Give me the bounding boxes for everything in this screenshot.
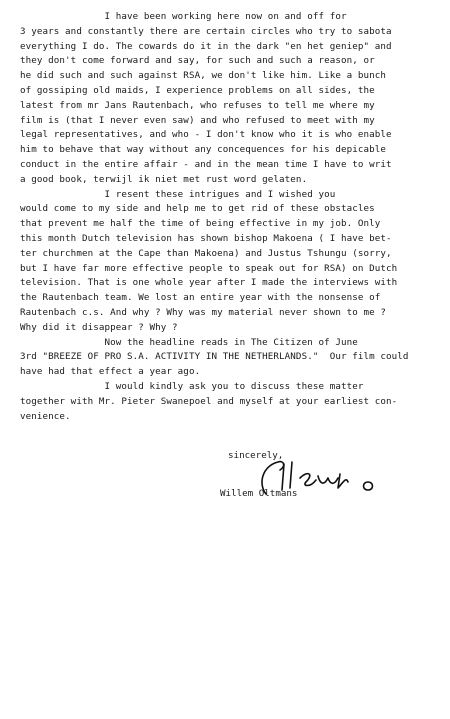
letter-line: have had that effect a year ago. — [20, 366, 201, 378]
letter-line: ter churchmen at the Cape than Makoena) and Justus Tshungu (sorry, — [20, 247, 392, 259]
letter-line: I would kindly ask you to discuss these matter — [20, 380, 364, 392]
letter-line: I resent these intrigues and I wished you — [20, 188, 336, 200]
letter-line: Now the headline reads in The Citizen of June — [20, 336, 358, 348]
letter-line: that prevent me half the time of being effective in my job. Only — [20, 218, 381, 230]
letter-line: I have been working here now on and off for — [20, 11, 347, 22]
letter-line: everything I do. The cowards do it in the dark "en het geniep" and — [20, 40, 392, 52]
letter-line: but I have far more effective people to speak out for RSA) on Dutch — [20, 262, 398, 274]
letter-line: he did such and such against RSA, we don't like him. Like a bunch — [20, 70, 387, 82]
letter-line: Why did it disappear ? Why ? — [20, 321, 178, 333]
letter-line: the Rautenbach team. We lost an entire year with the nonsense of — [20, 292, 381, 304]
letter-line: venience. — [20, 410, 71, 422]
letter-line: of gossiping old maids, I experience problems on all sides, the — [20, 84, 375, 96]
letter-line: together with Mr. Pieter Swanepoel and myself at your earliest con- — [20, 395, 398, 407]
letter-line: him to behave that way without any concequences for his depicable — [20, 144, 387, 156]
letter-line: would come to my side and help me to get rid of these obstacles — [20, 203, 375, 215]
letter-line: legal representatives, and who - I don't know who it is who enable — [20, 129, 392, 141]
letter-line: film is (that I never even saw) and who refused to meet with my — [20, 114, 375, 126]
letter-line: television. That is one whole year after I made the interviews with — [20, 277, 398, 289]
letter-line: 3rd "BREEZE OF PRO S.A. ACTIVITY IN THE NETHERLANDS." Our film could — [20, 351, 409, 363]
letter-line: conduct in the entire affair - and in the mean time I have to writ — [20, 158, 392, 170]
signer-name: Willem Oltmans — [220, 488, 298, 499]
letter-line: a good book, terwijl ik niet met rust word gelaten. — [20, 173, 308, 185]
closing-salutation: sincerely, — [228, 450, 284, 461]
letter-body — [20, 10, 442, 424]
letter-line: 3 years and constantly there are certain circles who try to sabota — [20, 25, 392, 37]
letter-line: latest from mr Jans Rautenbach, who refuses to tell me where my — [20, 99, 375, 111]
letter-line: Rautenbach c.s. And why ? Why was my material never shown to me ? — [20, 306, 387, 318]
letter-line: they don't come forward and say, for such and such a reason, or — [20, 55, 375, 67]
letter-line: this month Dutch television has shown bishop Makoena ( I have bet- — [20, 232, 392, 244]
